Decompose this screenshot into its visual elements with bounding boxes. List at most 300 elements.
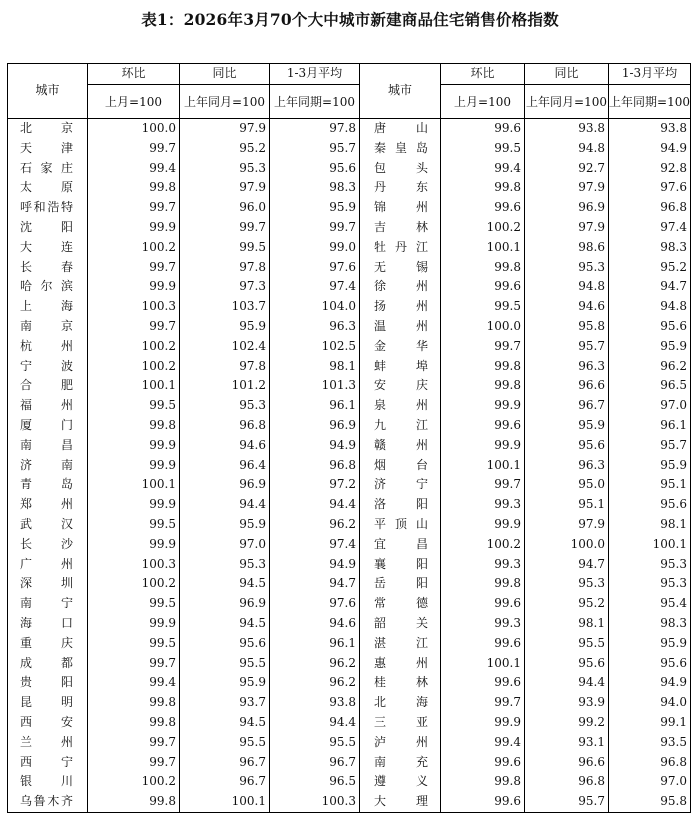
right-city-cell: 安庆: [360, 376, 441, 396]
left-yoy-cell: 97.0: [180, 535, 270, 555]
left-yoy-cell: 96.7: [180, 753, 270, 773]
table-row: [8, 594, 691, 614]
right-avg-cell: 95.4: [609, 594, 691, 614]
left-city-cell: 重庆: [8, 634, 88, 654]
header-yoy-left: 同比: [180, 64, 270, 85]
left-mom-cell: 99.8: [88, 178, 180, 198]
left-yoy-cell: 97.9: [180, 119, 270, 139]
left-avg-cell: 94.9: [270, 555, 360, 575]
left-avg-cell: 99.7: [270, 218, 360, 238]
table-row: [8, 456, 691, 476]
right-avg-cell: 95.3: [609, 574, 691, 594]
right-city-cell: 韶关: [360, 614, 441, 634]
left-yoy-cell: 97.8: [180, 357, 270, 377]
right-avg-cell: 93.8: [609, 119, 691, 139]
header-mom-left: 环比: [88, 64, 180, 85]
right-mom-cell: 99.9: [441, 515, 525, 535]
right-mom-cell: 100.1: [441, 654, 525, 674]
right-yoy-cell: 98.6: [525, 238, 609, 258]
right-yoy-cell: 97.9: [525, 218, 609, 238]
right-mom-cell: 99.5: [441, 297, 525, 317]
right-city-cell: 锦州: [360, 198, 441, 218]
right-city-cell: 吉林: [360, 218, 441, 238]
left-mom-cell: 100.2: [88, 337, 180, 357]
right-yoy-cell: 95.7: [525, 337, 609, 357]
left-mom-cell: 99.5: [88, 634, 180, 654]
left-avg-cell: 104.0: [270, 297, 360, 317]
table-header: [8, 64, 691, 119]
right-yoy-cell: 95.6: [525, 654, 609, 674]
right-yoy-cell: 95.2: [525, 594, 609, 614]
left-avg-cell: 96.9: [270, 416, 360, 436]
right-avg-cell: 92.8: [609, 159, 691, 179]
right-avg-cell: 96.8: [609, 753, 691, 773]
left-avg-cell: 94.6: [270, 614, 360, 634]
header-mom-right: 环比: [441, 64, 525, 85]
right-yoy-cell: 99.2: [525, 713, 609, 733]
left-city-cell: 北京: [8, 119, 88, 139]
table-row: [8, 495, 691, 515]
right-city-cell: 泸州: [360, 733, 441, 753]
table-row: [8, 416, 691, 436]
left-city-cell: 大连: [8, 238, 88, 258]
left-city-cell: 沈阳: [8, 218, 88, 238]
left-mom-cell: 99.7: [88, 139, 180, 159]
left-yoy-cell: 97.9: [180, 178, 270, 198]
right-yoy-cell: 94.6: [525, 297, 609, 317]
right-mom-cell: 99.7: [441, 475, 525, 495]
left-avg-cell: 96.8: [270, 456, 360, 476]
right-avg-cell: 94.0: [609, 693, 691, 713]
left-mom-cell: 99.5: [88, 515, 180, 535]
right-avg-cell: 96.2: [609, 357, 691, 377]
left-yoy-cell: 99.5: [180, 238, 270, 258]
right-city-cell: 包头: [360, 159, 441, 179]
right-city-cell: 赣州: [360, 436, 441, 456]
right-city-cell: 北海: [360, 693, 441, 713]
header-city-right: 城市: [360, 64, 441, 119]
table-row: [8, 297, 691, 317]
right-mom-cell: 99.8: [441, 574, 525, 594]
left-yoy-cell: 99.7: [180, 218, 270, 238]
left-city-cell: 合肥: [8, 376, 88, 396]
left-yoy-cell: 96.8: [180, 416, 270, 436]
right-mom-cell: 99.8: [441, 178, 525, 198]
right-yoy-cell: 93.8: [525, 119, 609, 139]
header-city-left: 城市: [8, 64, 88, 119]
left-yoy-cell: 100.1: [180, 792, 270, 812]
left-mom-cell: 100.3: [88, 297, 180, 317]
left-yoy-cell: 94.4: [180, 495, 270, 515]
left-yoy-cell: 97.8: [180, 258, 270, 278]
right-city-cell: 济宁: [360, 475, 441, 495]
left-avg-cell: 96.3: [270, 317, 360, 337]
right-yoy-cell: 96.9: [525, 198, 609, 218]
price-index-table: [7, 63, 691, 813]
right-city-cell: 九江: [360, 416, 441, 436]
left-avg-cell: 93.8: [270, 693, 360, 713]
left-avg-cell: 95.5: [270, 733, 360, 753]
right-mom-cell: 99.8: [441, 357, 525, 377]
right-yoy-cell: 96.6: [525, 753, 609, 773]
table-row: [8, 218, 691, 238]
table-row: [8, 693, 691, 713]
left-city-cell: 宁波: [8, 357, 88, 377]
left-avg-cell: 100.3: [270, 792, 360, 812]
left-mom-cell: 99.7: [88, 753, 180, 773]
right-yoy-cell: 96.8: [525, 772, 609, 792]
table-row: [8, 634, 691, 654]
left-city-cell: 西安: [8, 713, 88, 733]
left-mom-cell: 99.4: [88, 673, 180, 693]
right-city-cell: 金华: [360, 337, 441, 357]
right-avg-cell: 96.1: [609, 416, 691, 436]
table-row: [8, 198, 691, 218]
right-avg-cell: 97.6: [609, 178, 691, 198]
right-yoy-cell: 94.8: [525, 277, 609, 297]
right-avg-cell: 98.1: [609, 515, 691, 535]
right-mom-cell: 100.2: [441, 218, 525, 238]
left-mom-cell: 99.9: [88, 436, 180, 456]
right-avg-cell: 95.3: [609, 555, 691, 575]
right-city-cell: 扬州: [360, 297, 441, 317]
left-avg-cell: 97.6: [270, 594, 360, 614]
table-row: [8, 337, 691, 357]
left-yoy-cell: 95.5: [180, 654, 270, 674]
left-mom-cell: 99.5: [88, 396, 180, 416]
left-city-cell: 南昌: [8, 436, 88, 456]
right-mom-cell: 100.0: [441, 317, 525, 337]
table-row: [8, 258, 691, 278]
left-yoy-cell: 96.9: [180, 594, 270, 614]
left-yoy-cell: 95.6: [180, 634, 270, 654]
right-avg-cell: 94.9: [609, 673, 691, 693]
left-avg-cell: 102.5: [270, 337, 360, 357]
left-city-cell: 长沙: [8, 535, 88, 555]
left-city-cell: 乌鲁木齐: [8, 792, 88, 812]
right-city-cell: 温州: [360, 317, 441, 337]
left-yoy-cell: 95.9: [180, 515, 270, 535]
right-city-cell: 岳阳: [360, 574, 441, 594]
left-mom-cell: 99.9: [88, 456, 180, 476]
right-mom-cell: 99.7: [441, 337, 525, 357]
left-city-cell: 石家庄: [8, 159, 88, 179]
left-avg-cell: 94.4: [270, 713, 360, 733]
left-mom-cell: 99.7: [88, 317, 180, 337]
left-avg-cell: 97.4: [270, 277, 360, 297]
right-avg-cell: 96.8: [609, 198, 691, 218]
right-mom-cell: 99.9: [441, 396, 525, 416]
left-city-cell: 海口: [8, 614, 88, 634]
left-city-cell: 青岛: [8, 475, 88, 495]
right-yoy-cell: 100.0: [525, 535, 609, 555]
right-city-cell: 唐山: [360, 119, 441, 139]
right-city-cell: 桂林: [360, 673, 441, 693]
right-city-cell: 大理: [360, 792, 441, 812]
table-row: [8, 574, 691, 594]
left-city-cell: 济南: [8, 456, 88, 476]
right-city-cell: 三亚: [360, 713, 441, 733]
right-mom-cell: 99.7: [441, 693, 525, 713]
right-mom-cell: 99.6: [441, 277, 525, 297]
right-yoy-cell: 95.1: [525, 495, 609, 515]
right-yoy-cell: 95.7: [525, 792, 609, 812]
right-yoy-cell: 95.5: [525, 634, 609, 654]
table-row: [8, 159, 691, 179]
table-row: [8, 792, 691, 812]
right-yoy-cell: 94.7: [525, 555, 609, 575]
left-mom-cell: 100.2: [88, 238, 180, 258]
right-yoy-cell: 95.6: [525, 436, 609, 456]
left-avg-cell: 95.9: [270, 198, 360, 218]
header-avg-right: 1-3月平均: [609, 64, 691, 85]
table-row: [8, 713, 691, 733]
table-row: [8, 376, 691, 396]
right-avg-cell: 95.6: [609, 654, 691, 674]
left-avg-cell: 96.1: [270, 634, 360, 654]
left-avg-cell: 98.1: [270, 357, 360, 377]
left-city-cell: 银川: [8, 772, 88, 792]
header-avg-base-left: 上年同期=100: [270, 85, 360, 119]
left-yoy-cell: 94.6: [180, 436, 270, 456]
left-yoy-cell: 94.5: [180, 713, 270, 733]
table-body: [8, 119, 691, 813]
table-row: [8, 396, 691, 416]
left-avg-cell: 98.3: [270, 178, 360, 198]
left-city-cell: 呼和浩特: [8, 198, 88, 218]
left-yoy-cell: 96.4: [180, 456, 270, 476]
table-row: [8, 238, 691, 258]
right-yoy-cell: 96.7: [525, 396, 609, 416]
table-row: [8, 119, 691, 139]
table-row: [8, 673, 691, 693]
left-mom-cell: 100.2: [88, 574, 180, 594]
left-yoy-cell: 97.3: [180, 277, 270, 297]
left-mom-cell: 99.8: [88, 792, 180, 812]
right-mom-cell: 99.5: [441, 139, 525, 159]
right-yoy-cell: 93.9: [525, 693, 609, 713]
left-mom-cell: 100.3: [88, 555, 180, 575]
table-row: [8, 515, 691, 535]
right-avg-cell: 93.5: [609, 733, 691, 753]
left-yoy-cell: 96.7: [180, 772, 270, 792]
header-yoy-base-right: 上年同月=100: [525, 85, 609, 119]
left-mom-cell: 99.5: [88, 594, 180, 614]
right-yoy-cell: 96.3: [525, 357, 609, 377]
left-avg-cell: 94.4: [270, 495, 360, 515]
right-avg-cell: 95.6: [609, 495, 691, 515]
table-row: [8, 733, 691, 753]
header-avg-base-right: 上年同期=100: [609, 85, 691, 119]
right-mom-cell: 99.4: [441, 159, 525, 179]
left-city-cell: 贵阳: [8, 673, 88, 693]
right-yoy-cell: 96.3: [525, 456, 609, 476]
left-avg-cell: 96.7: [270, 753, 360, 773]
left-avg-cell: 95.7: [270, 139, 360, 159]
right-mom-cell: 99.3: [441, 495, 525, 515]
table-row: [8, 436, 691, 456]
right-mom-cell: 99.6: [441, 634, 525, 654]
right-mom-cell: 100.2: [441, 535, 525, 555]
left-mom-cell: 99.7: [88, 654, 180, 674]
left-yoy-cell: 95.2: [180, 139, 270, 159]
left-mom-cell: 99.4: [88, 159, 180, 179]
right-city-cell: 常德: [360, 594, 441, 614]
right-yoy-cell: 95.3: [525, 574, 609, 594]
right-mom-cell: 100.1: [441, 456, 525, 476]
left-city-cell: 上海: [8, 297, 88, 317]
right-city-cell: 徐州: [360, 277, 441, 297]
right-avg-cell: 95.8: [609, 792, 691, 812]
right-city-cell: 牡丹江: [360, 238, 441, 258]
table-row: [8, 654, 691, 674]
right-avg-cell: 95.1: [609, 475, 691, 495]
right-yoy-cell: 93.1: [525, 733, 609, 753]
table-row: [8, 753, 691, 773]
table-row: [8, 555, 691, 575]
left-city-cell: 厦门: [8, 416, 88, 436]
right-city-cell: 蚌埠: [360, 357, 441, 377]
left-yoy-cell: 94.5: [180, 574, 270, 594]
header-yoy-base-left: 上年同月=100: [180, 85, 270, 119]
table-row: [8, 614, 691, 634]
right-mom-cell: 99.6: [441, 753, 525, 773]
right-mom-cell: 99.4: [441, 733, 525, 753]
left-avg-cell: 96.2: [270, 515, 360, 535]
left-yoy-cell: 95.5: [180, 733, 270, 753]
left-mom-cell: 99.7: [88, 733, 180, 753]
left-city-cell: 哈尔滨: [8, 277, 88, 297]
right-city-cell: 洛阳: [360, 495, 441, 515]
table-row: [8, 317, 691, 337]
left-city-cell: 太原: [8, 178, 88, 198]
left-mom-cell: 99.8: [88, 713, 180, 733]
left-avg-cell: 99.0: [270, 238, 360, 258]
left-city-cell: 广州: [8, 555, 88, 575]
right-yoy-cell: 97.9: [525, 178, 609, 198]
left-yoy-cell: 101.2: [180, 376, 270, 396]
right-yoy-cell: 94.8: [525, 139, 609, 159]
left-city-cell: 南宁: [8, 594, 88, 614]
right-mom-cell: 99.9: [441, 713, 525, 733]
right-mom-cell: 99.6: [441, 198, 525, 218]
right-avg-cell: 98.3: [609, 614, 691, 634]
right-avg-cell: 95.7: [609, 436, 691, 456]
header-avg-left: 1-3月平均: [270, 64, 360, 85]
right-avg-cell: 97.4: [609, 218, 691, 238]
right-mom-cell: 99.6: [441, 594, 525, 614]
left-avg-cell: 101.3: [270, 376, 360, 396]
right-city-cell: 南充: [360, 753, 441, 773]
left-avg-cell: 96.5: [270, 772, 360, 792]
left-yoy-cell: 103.7: [180, 297, 270, 317]
right-city-cell: 泉州: [360, 396, 441, 416]
right-yoy-cell: 95.8: [525, 317, 609, 337]
left-mom-cell: 100.1: [88, 475, 180, 495]
left-avg-cell: 97.6: [270, 258, 360, 278]
right-avg-cell: 100.1: [609, 535, 691, 555]
right-avg-cell: 97.0: [609, 772, 691, 792]
table-row: [8, 178, 691, 198]
left-mom-cell: 99.8: [88, 693, 180, 713]
table-title: 表1：2026年3月70个大中城市新建商品住宅销售价格指数: [141, 10, 559, 29]
left-yoy-cell: 102.4: [180, 337, 270, 357]
right-yoy-cell: 92.7: [525, 159, 609, 179]
table-row: [8, 535, 691, 555]
header-yoy-right: 同比: [525, 64, 609, 85]
right-city-cell: 平顶山: [360, 515, 441, 535]
right-yoy-cell: 95.3: [525, 258, 609, 278]
right-avg-cell: 94.7: [609, 277, 691, 297]
right-mom-cell: 99.3: [441, 614, 525, 634]
left-avg-cell: 95.6: [270, 159, 360, 179]
left-mom-cell: 100.0: [88, 119, 180, 139]
left-city-cell: 杭州: [8, 337, 88, 357]
left-mom-cell: 99.7: [88, 258, 180, 278]
right-mom-cell: 99.6: [441, 119, 525, 139]
right-mom-cell: 99.6: [441, 416, 525, 436]
left-avg-cell: 97.8: [270, 119, 360, 139]
right-avg-cell: 94.9: [609, 139, 691, 159]
table-row: [8, 277, 691, 297]
right-avg-cell: 99.1: [609, 713, 691, 733]
table-row: [8, 139, 691, 159]
right-mom-cell: 99.8: [441, 376, 525, 396]
right-city-cell: 襄阳: [360, 555, 441, 575]
left-avg-cell: 97.2: [270, 475, 360, 495]
left-mom-cell: 99.7: [88, 198, 180, 218]
right-avg-cell: 95.9: [609, 634, 691, 654]
left-mom-cell: 100.2: [88, 772, 180, 792]
left-mom-cell: 99.8: [88, 416, 180, 436]
right-mom-cell: 99.8: [441, 258, 525, 278]
left-avg-cell: 97.4: [270, 535, 360, 555]
right-city-cell: 宜昌: [360, 535, 441, 555]
left-yoy-cell: 95.9: [180, 317, 270, 337]
right-city-cell: 无锡: [360, 258, 441, 278]
left-mom-cell: 100.2: [88, 357, 180, 377]
left-yoy-cell: 95.3: [180, 396, 270, 416]
right-yoy-cell: 96.6: [525, 376, 609, 396]
left-city-cell: 长春: [8, 258, 88, 278]
left-avg-cell: 96.1: [270, 396, 360, 416]
left-avg-cell: 96.2: [270, 654, 360, 674]
right-mom-cell: 99.8: [441, 772, 525, 792]
right-mom-cell: 99.9: [441, 436, 525, 456]
left-yoy-cell: 95.3: [180, 159, 270, 179]
left-yoy-cell: 95.3: [180, 555, 270, 575]
header-mom-base-right: 上月=100: [441, 85, 525, 119]
right-mom-cell: 99.6: [441, 792, 525, 812]
right-mom-cell: 99.6: [441, 673, 525, 693]
right-city-cell: 湛江: [360, 634, 441, 654]
right-avg-cell: 98.3: [609, 238, 691, 258]
right-city-cell: 惠州: [360, 654, 441, 674]
left-mom-cell: 99.9: [88, 277, 180, 297]
right-yoy-cell: 95.9: [525, 416, 609, 436]
left-yoy-cell: 93.7: [180, 693, 270, 713]
right-avg-cell: 95.2: [609, 258, 691, 278]
right-avg-cell: 97.0: [609, 396, 691, 416]
left-yoy-cell: 95.9: [180, 673, 270, 693]
right-yoy-cell: 97.9: [525, 515, 609, 535]
table-row: [8, 772, 691, 792]
left-city-cell: 天津: [8, 139, 88, 159]
left-mom-cell: 100.1: [88, 376, 180, 396]
left-yoy-cell: 94.5: [180, 614, 270, 634]
left-city-cell: 武汉: [8, 515, 88, 535]
left-avg-cell: 94.7: [270, 574, 360, 594]
